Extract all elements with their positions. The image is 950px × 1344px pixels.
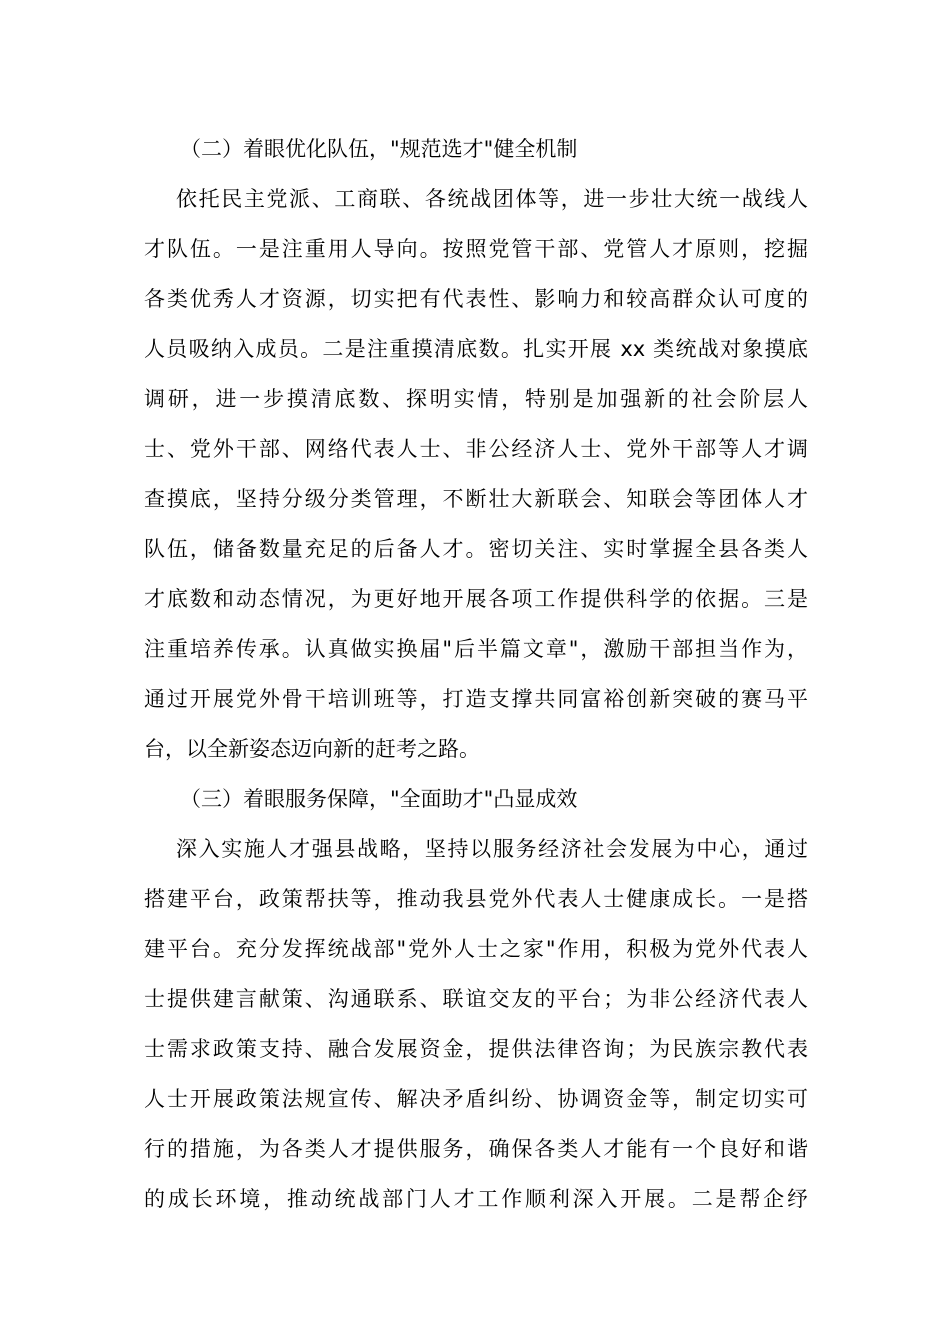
paragraph-line: 各类优秀人才资源，切实把有代表性、影响力和较高群众认可度的 bbox=[144, 287, 808, 311]
paragraph-line: 才队伍。一是注重用人导向。按照党管干部、党管人才原则，挖掘 bbox=[144, 237, 808, 261]
paragraph-line: 查摸底，坚持分级分类管理，不断壮大新联会、知联会等团体人才 bbox=[144, 487, 808, 511]
paragraph-line: 士、党外干部、网络代表人士、非公经济人士、党外干部等人才调 bbox=[144, 437, 808, 461]
paragraph-line: 行的措施，为各类人才提供服务，确保各类人才能有一个良好和谐 bbox=[144, 1137, 808, 1161]
section-3-heading: （三）着眼服务保障，"全面助才"凸显成效 bbox=[180, 787, 578, 811]
section-2-heading: （二）着眼优化队伍，"规范选才"健全机制 bbox=[180, 137, 578, 161]
paragraph-line: 调研，进一步摸清底数、探明实情，特别是加强新的社会阶层人 bbox=[144, 387, 808, 411]
paragraph-line: 人员吸纳入成员。二是注重摸清底数。扎实开展 xx 类统战对象摸底 bbox=[144, 337, 808, 361]
paragraph-line: 人士开展政策法规宣传、解决矛盾纠纷、协调资金等，制定切实可 bbox=[144, 1087, 808, 1111]
paragraph-line: 注重培养传承。认真做实换届"后半篇文章"，激励干部担当作为， bbox=[144, 637, 808, 661]
paragraph-line: 搭建平台，政策帮扶等，推动我县党外代表人士健康成长。一是搭 bbox=[144, 887, 808, 911]
paragraph-line: 的成长环境，推动统战部门人才工作顺利深入开展。二是帮企纾 bbox=[144, 1187, 808, 1211]
paragraph-line: 士提供建言献策、沟通联系、联谊交友的平台；为非公经济代表人 bbox=[144, 987, 808, 1011]
paragraph-line: 士需求政策支持、融合发展资金，提供法律咨询；为民族宗教代表 bbox=[144, 1037, 808, 1061]
paragraph-line: 深入实施人才强县战略，坚持以服务经济社会发展为中心，通过 bbox=[176, 837, 808, 861]
paragraph-line: 才底数和动态情况，为更好地开展各项工作提供科学的依据。三是 bbox=[144, 587, 808, 611]
paragraph-line: 台，以全新姿态迈向新的赶考之路。 bbox=[144, 737, 480, 761]
paragraph-line: 依托民主党派、工商联、各统战团体等，进一步壮大统一战线人 bbox=[176, 187, 808, 211]
paragraph-line: 通过开展党外骨干培训班等，打造支撑共同富裕创新突破的赛马平 bbox=[144, 687, 808, 711]
paragraph-line: 队伍，储备数量充足的后备人才。密切关注、实时掌握全县各类人 bbox=[144, 537, 808, 561]
paragraph-line: 建平台。充分发挥统战部"党外人士之家"作用，积极为党外代表人 bbox=[144, 937, 808, 961]
